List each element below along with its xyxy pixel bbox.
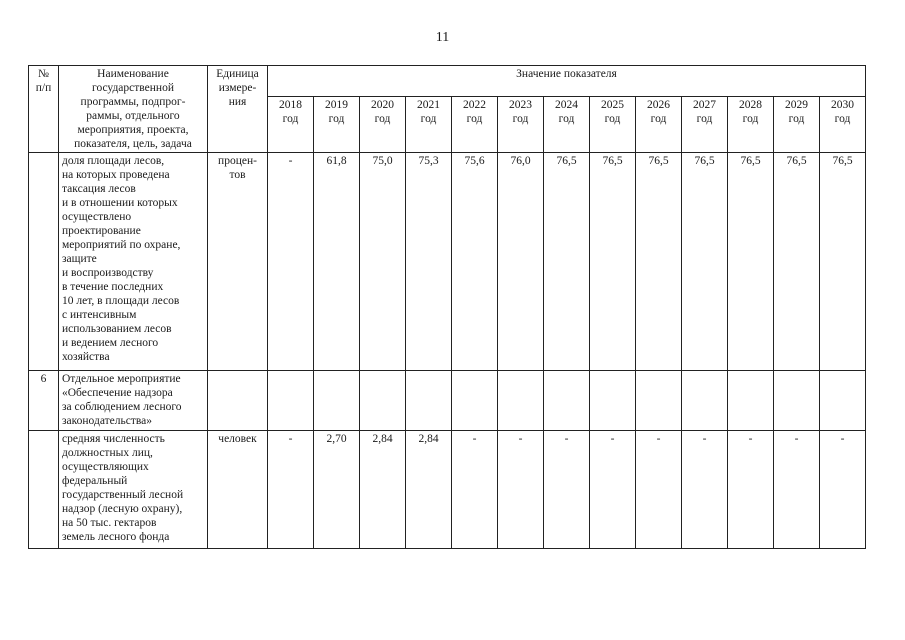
row-value: [452, 371, 498, 431]
row-value: [636, 371, 682, 431]
table-body: [29, 153, 866, 549]
header-year: 2020 год: [360, 96, 406, 152]
header-row-top: [29, 66, 866, 97]
row-name: доля площади лесов, на которых проведена таксация лесов и в отношении которых осуществлено проектирование мероприятий по охране, защите и воспроизводству в течение последних 10 лет, в площади лесов с интенсивным использованием лесов и ведением лесного хозяйства: [59, 153, 208, 371]
row-value: [498, 371, 544, 431]
header-values-title: Значение показателя: [268, 66, 866, 97]
row-value: 76,5: [728, 153, 774, 371]
header-name: Наименование государственной программы, подпрог- раммы, отдельного мероприятия, проекта, показателя, цель, задача: [59, 66, 208, 153]
row-num: [29, 431, 59, 549]
row-value: 76,5: [544, 153, 590, 371]
indicator-table: [28, 65, 866, 549]
header-year: 2029 год: [774, 96, 820, 152]
row-value: -: [452, 431, 498, 549]
row-unit: процен- тов: [208, 153, 268, 371]
row-value: [728, 371, 774, 431]
row-value: [774, 371, 820, 431]
row-value: 76,5: [636, 153, 682, 371]
row-value: 76,5: [774, 153, 820, 371]
row-value: 76,5: [820, 153, 866, 371]
row-value: [360, 371, 406, 431]
table-row: [29, 153, 866, 371]
row-value: 2,84: [406, 431, 452, 549]
row-name: средняя численность должностных лиц, осуществляющих федеральный государственный лесной надзор (лесную охрану), на 50 тыс. гектаров земель лесного фонда: [59, 431, 208, 549]
row-value: 75,3: [406, 153, 452, 371]
table-row: [29, 371, 866, 431]
row-value: -: [590, 431, 636, 549]
row-value: [406, 371, 452, 431]
row-value: -: [682, 431, 728, 549]
row-value: -: [728, 431, 774, 549]
row-value: [268, 371, 314, 431]
header-year: 2019 год: [314, 96, 360, 152]
row-value: -: [544, 431, 590, 549]
table-row: [29, 431, 866, 549]
row-num: [29, 153, 59, 371]
row-value: -: [268, 153, 314, 371]
row-value: 2,70: [314, 431, 360, 549]
header-year: 2023 год: [498, 96, 544, 152]
row-unit: [208, 371, 268, 431]
row-value: [590, 371, 636, 431]
row-value: -: [820, 431, 866, 549]
row-value: -: [774, 431, 820, 549]
row-value: -: [498, 431, 544, 549]
row-value: [682, 371, 728, 431]
row-value: 76,5: [682, 153, 728, 371]
header-year: 2021 год: [406, 96, 452, 152]
row-value: [544, 371, 590, 431]
row-num: 6: [29, 371, 59, 431]
row-value: 76,5: [590, 153, 636, 371]
row-value: [314, 371, 360, 431]
header-year: 2030 год: [820, 96, 866, 152]
row-value: [820, 371, 866, 431]
header-year: 2018 год: [268, 96, 314, 152]
header-num: № п/п: [29, 66, 59, 153]
row-value: 75,0: [360, 153, 406, 371]
row-value: -: [268, 431, 314, 549]
row-value: 75,6: [452, 153, 498, 371]
header-year: 2026 год: [636, 96, 682, 152]
row-unit: человек: [208, 431, 268, 549]
header-year: 2022 год: [452, 96, 498, 152]
header-year: 2024 год: [544, 96, 590, 152]
row-value: 2,84: [360, 431, 406, 549]
row-value: 76,0: [498, 153, 544, 371]
row-value: -: [636, 431, 682, 549]
row-name: Отдельное мероприятие «Обеспечение надзора за соблюдением лесного законодательства»: [59, 371, 208, 431]
header-year: 2025 год: [590, 96, 636, 152]
header-unit: Единица измере- ния: [208, 66, 268, 153]
row-value: 61,8: [314, 153, 360, 371]
header-year: 2027 год: [682, 96, 728, 152]
page-number: 11: [435, 30, 450, 45]
header-year: 2028 год: [728, 96, 774, 152]
